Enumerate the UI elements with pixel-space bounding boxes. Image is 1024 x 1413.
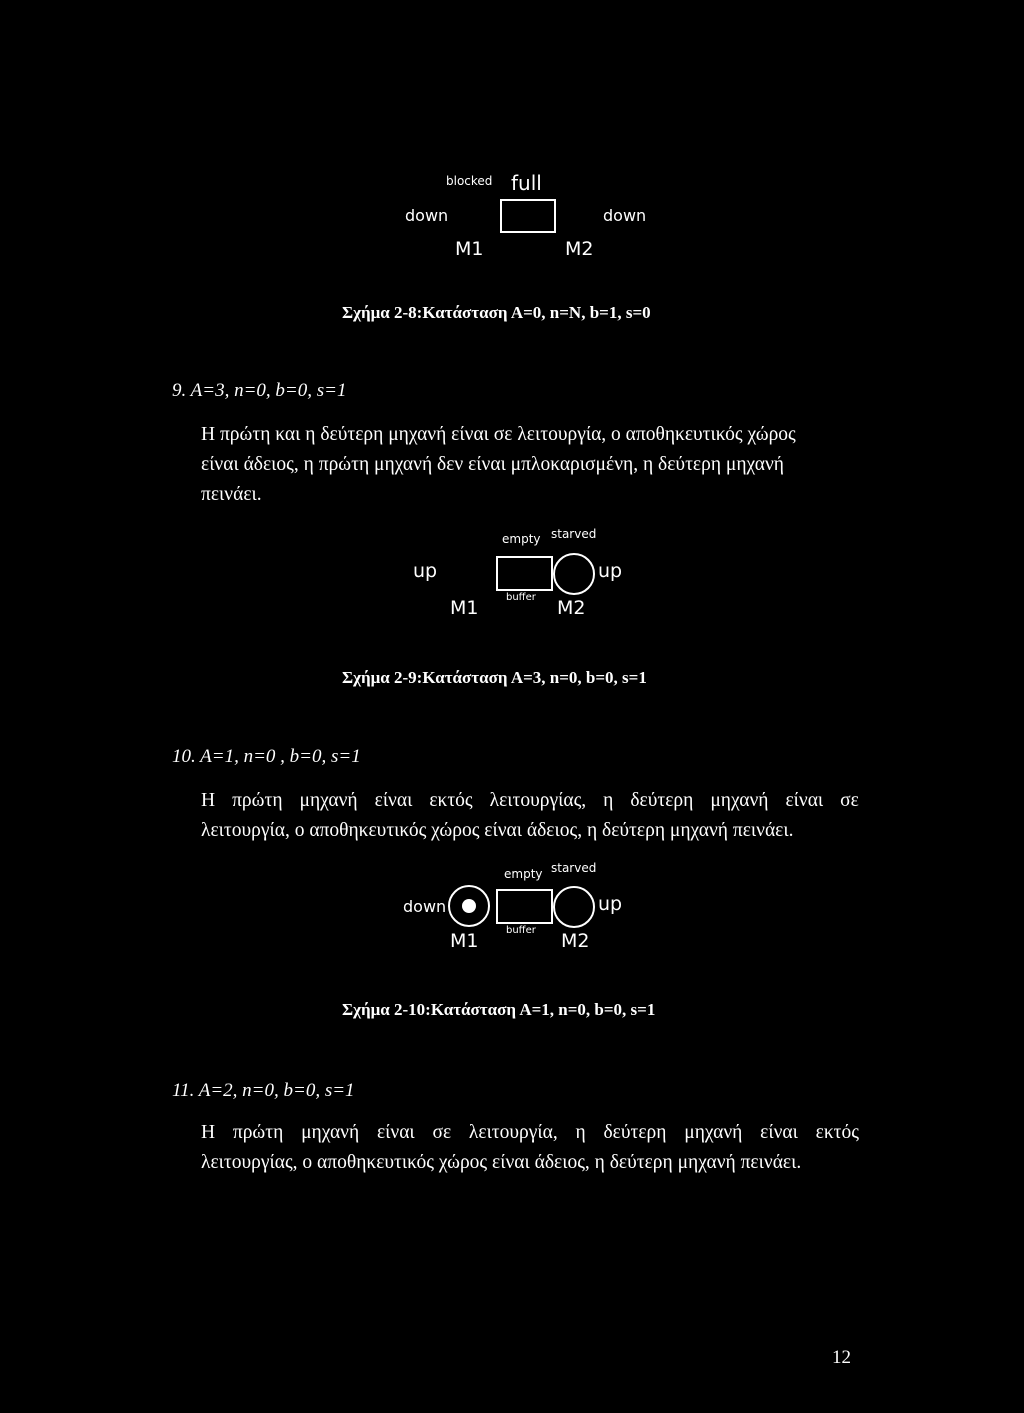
m2-label: M2 (565, 238, 594, 260)
case-description (201, 420, 871, 510)
starved-label: starved (551, 861, 597, 875)
word: είναι (760, 1122, 798, 1143)
m2-state-label: down (603, 206, 647, 225)
word: Η (201, 1122, 216, 1143)
m2-state-label: up (598, 560, 623, 582)
word: μηχανή (684, 1122, 743, 1143)
text-line: λειτουργία, ο αποθηκευτικός χώρος είναι άδειος, η δεύτερη μηχανή πεινάει. (201, 820, 794, 841)
figure-caption: Σχήμα 2-10:Κατάσταση Α=1, n=0, b=0, s=1 (342, 1000, 656, 1019)
word: μηχανή (710, 790, 769, 811)
buffer-box (496, 889, 553, 924)
empty-label: empty (502, 532, 541, 546)
case-heading: 9. Α=3, n=0, b=0, s=1 (172, 380, 347, 401)
case-heading: 11. Α=2, n=0, b=0, s=1 (172, 1080, 355, 1101)
m2-label: M2 (561, 930, 590, 952)
word: είναι (785, 790, 824, 811)
word: είναι (374, 790, 413, 811)
buffer-label: buffer (506, 592, 536, 603)
word: μηχανή (299, 790, 358, 811)
empty-label: empty (504, 867, 543, 881)
starved-label: starved (551, 527, 597, 541)
case-description (201, 1118, 859, 1178)
word: εκτός (815, 1122, 859, 1143)
text-line (201, 1118, 859, 1148)
m1-state-label: down (403, 897, 447, 916)
text-line (201, 786, 859, 816)
buffer-box (500, 199, 556, 233)
word: σε (840, 790, 859, 811)
word: πρώτη (232, 790, 283, 811)
word: η (575, 1122, 586, 1143)
word: δεύτερη (630, 790, 694, 811)
buffer-box (496, 556, 553, 591)
word: λειτουργία, (468, 1122, 558, 1143)
m1-state-label: up (413, 560, 438, 582)
text-line: είναι άδειος, η πρώτη μηχανή δεν είναι μπλοκαρισμένη, η δεύτερη μηχανή (201, 454, 785, 475)
case-description (201, 786, 859, 846)
m1-down-dot-icon (462, 899, 476, 913)
m2-machine-circle (553, 553, 595, 595)
word: είναι (376, 1122, 415, 1143)
word: λειτουργίας, (489, 790, 587, 811)
m1-state-label: down (405, 206, 449, 225)
page-number: 12 (832, 1347, 851, 1368)
word: μηχανή (301, 1122, 360, 1143)
m1-label: M1 (450, 930, 479, 952)
figure-caption: Σχήμα 2-8:Κατάσταση Α=0, n=N, b=1, s=0 (342, 303, 651, 322)
figure-caption: Σχήμα 2-9:Κατάσταση Α=3, n=0, b=0, s=1 (342, 668, 647, 687)
word: πρώτη (232, 1122, 284, 1143)
word: σε (432, 1122, 452, 1143)
word: εκτός (429, 790, 473, 811)
blocked-label: blocked (446, 174, 493, 188)
m1-label: M1 (455, 238, 484, 260)
word: η (603, 790, 614, 811)
m2-state-label: up (598, 893, 623, 915)
m2-label: M2 (557, 597, 586, 619)
m2-machine-circle (553, 886, 595, 928)
m1-label: M1 (450, 597, 479, 619)
text-line: πεινάει. (201, 484, 262, 505)
case-heading: 10. Α=1, n=0 , b=0, s=1 (172, 746, 361, 767)
text-line: Η πρώτη και η δεύτερη μηχανή είναι σε λειτουργία, ο αποθηκευτικός χώρος (201, 424, 796, 445)
buffer-label: buffer (506, 925, 536, 936)
full-label: full (511, 171, 542, 195)
word: δεύτερη (603, 1122, 667, 1143)
word: Η (201, 790, 216, 811)
text-line: λειτουργίας, ο αποθηκευτικός χώρος είναι άδειος, η δεύτερη μηχανή πεινάει. (201, 1152, 802, 1173)
